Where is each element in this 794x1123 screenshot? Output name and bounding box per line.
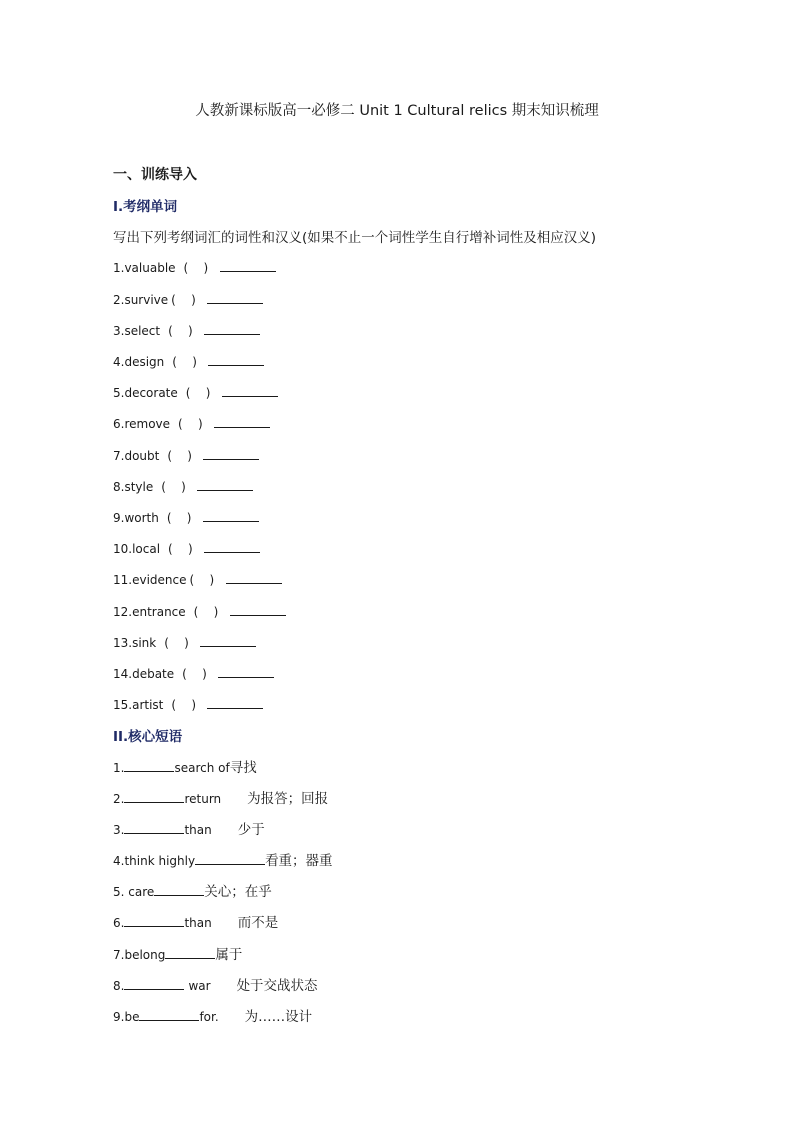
vocab-item: 9.worth ( ) (113, 509, 259, 527)
part1-heading: I.考纲单词 (113, 199, 178, 215)
answer-blank[interactable] (200, 634, 256, 647)
answer-blank[interactable] (124, 821, 184, 834)
vocab-item: 8.style ( ) (113, 478, 253, 496)
vocab-item: 13.sink ( ) (113, 634, 256, 652)
vocab-item: 10.local ( ) (113, 540, 260, 558)
answer-blank[interactable] (204, 540, 260, 553)
vocab-item: 7.doubt ( ) (113, 447, 259, 465)
answer-blank[interactable] (230, 603, 286, 616)
answer-blank[interactable] (197, 478, 253, 491)
answer-blank[interactable] (204, 322, 260, 335)
answer-blank[interactable] (214, 415, 270, 428)
vocab-item: 4.design ( ) (113, 353, 264, 371)
vocab-item: 14.debate ( ) (113, 665, 274, 683)
phrase-item: 6. than 而不是 (113, 915, 279, 931)
phrase-item: 2. return 为报答；回报 (113, 791, 329, 807)
answer-blank[interactable] (195, 852, 265, 865)
answer-blank[interactable] (203, 447, 259, 460)
vocab-item: 11.evidence ( ) (113, 571, 282, 589)
vocab-item: 3.select ( ) (113, 322, 260, 340)
vocab-item: 2.survive ( ) (113, 291, 263, 309)
vocab-item: 6.remove ( ) (113, 415, 270, 433)
answer-blank[interactable] (207, 291, 263, 304)
page-title: 人教新课标版高一必修二 Unit 1 Cultural relics 期末知识梳理 (195, 103, 599, 119)
answer-blank[interactable] (154, 883, 204, 896)
vocab-item: 1.valuable ( ) (113, 259, 276, 277)
answer-blank[interactable] (124, 977, 184, 990)
phrase-item: 1. search of寻找 (113, 760, 257, 776)
answer-blank[interactable] (218, 665, 274, 678)
phrase-item: 9.be for. 为……设计 (113, 1009, 313, 1025)
answer-blank[interactable] (124, 790, 184, 803)
phrase-item: 7.belong 属于 (113, 947, 243, 963)
phrase-item: 3. than 少于 (113, 822, 265, 838)
part1-instruction: 写出下列考纲词汇的词性和汉义(如果不止一个词性学生自行增补词性及相应汉义) (113, 230, 597, 246)
answer-blank[interactable] (124, 759, 174, 772)
section-heading: 一、训练导入 (113, 167, 197, 183)
answer-blank[interactable] (207, 696, 263, 709)
answer-blank[interactable] (165, 946, 215, 959)
answer-blank[interactable] (139, 1008, 199, 1021)
answer-blank[interactable] (203, 509, 259, 522)
vocab-item: 5.decorate ( ) (113, 384, 278, 402)
answer-blank[interactable] (124, 914, 184, 927)
answer-blank[interactable] (220, 259, 276, 272)
phrase-item: 4.think highly 看重；器重 (113, 853, 333, 869)
answer-blank[interactable] (222, 384, 278, 397)
phrase-item: 8. war 处于交战状态 (113, 978, 318, 994)
part2-heading: II.核心短语 (113, 729, 183, 745)
phrase-item: 5. care 关心；在乎 (113, 884, 272, 900)
vocab-item: 12.entrance ( ) (113, 603, 286, 621)
vocab-item: 15.artist ( ) (113, 696, 263, 714)
answer-blank[interactable] (208, 353, 264, 366)
answer-blank[interactable] (226, 571, 282, 584)
